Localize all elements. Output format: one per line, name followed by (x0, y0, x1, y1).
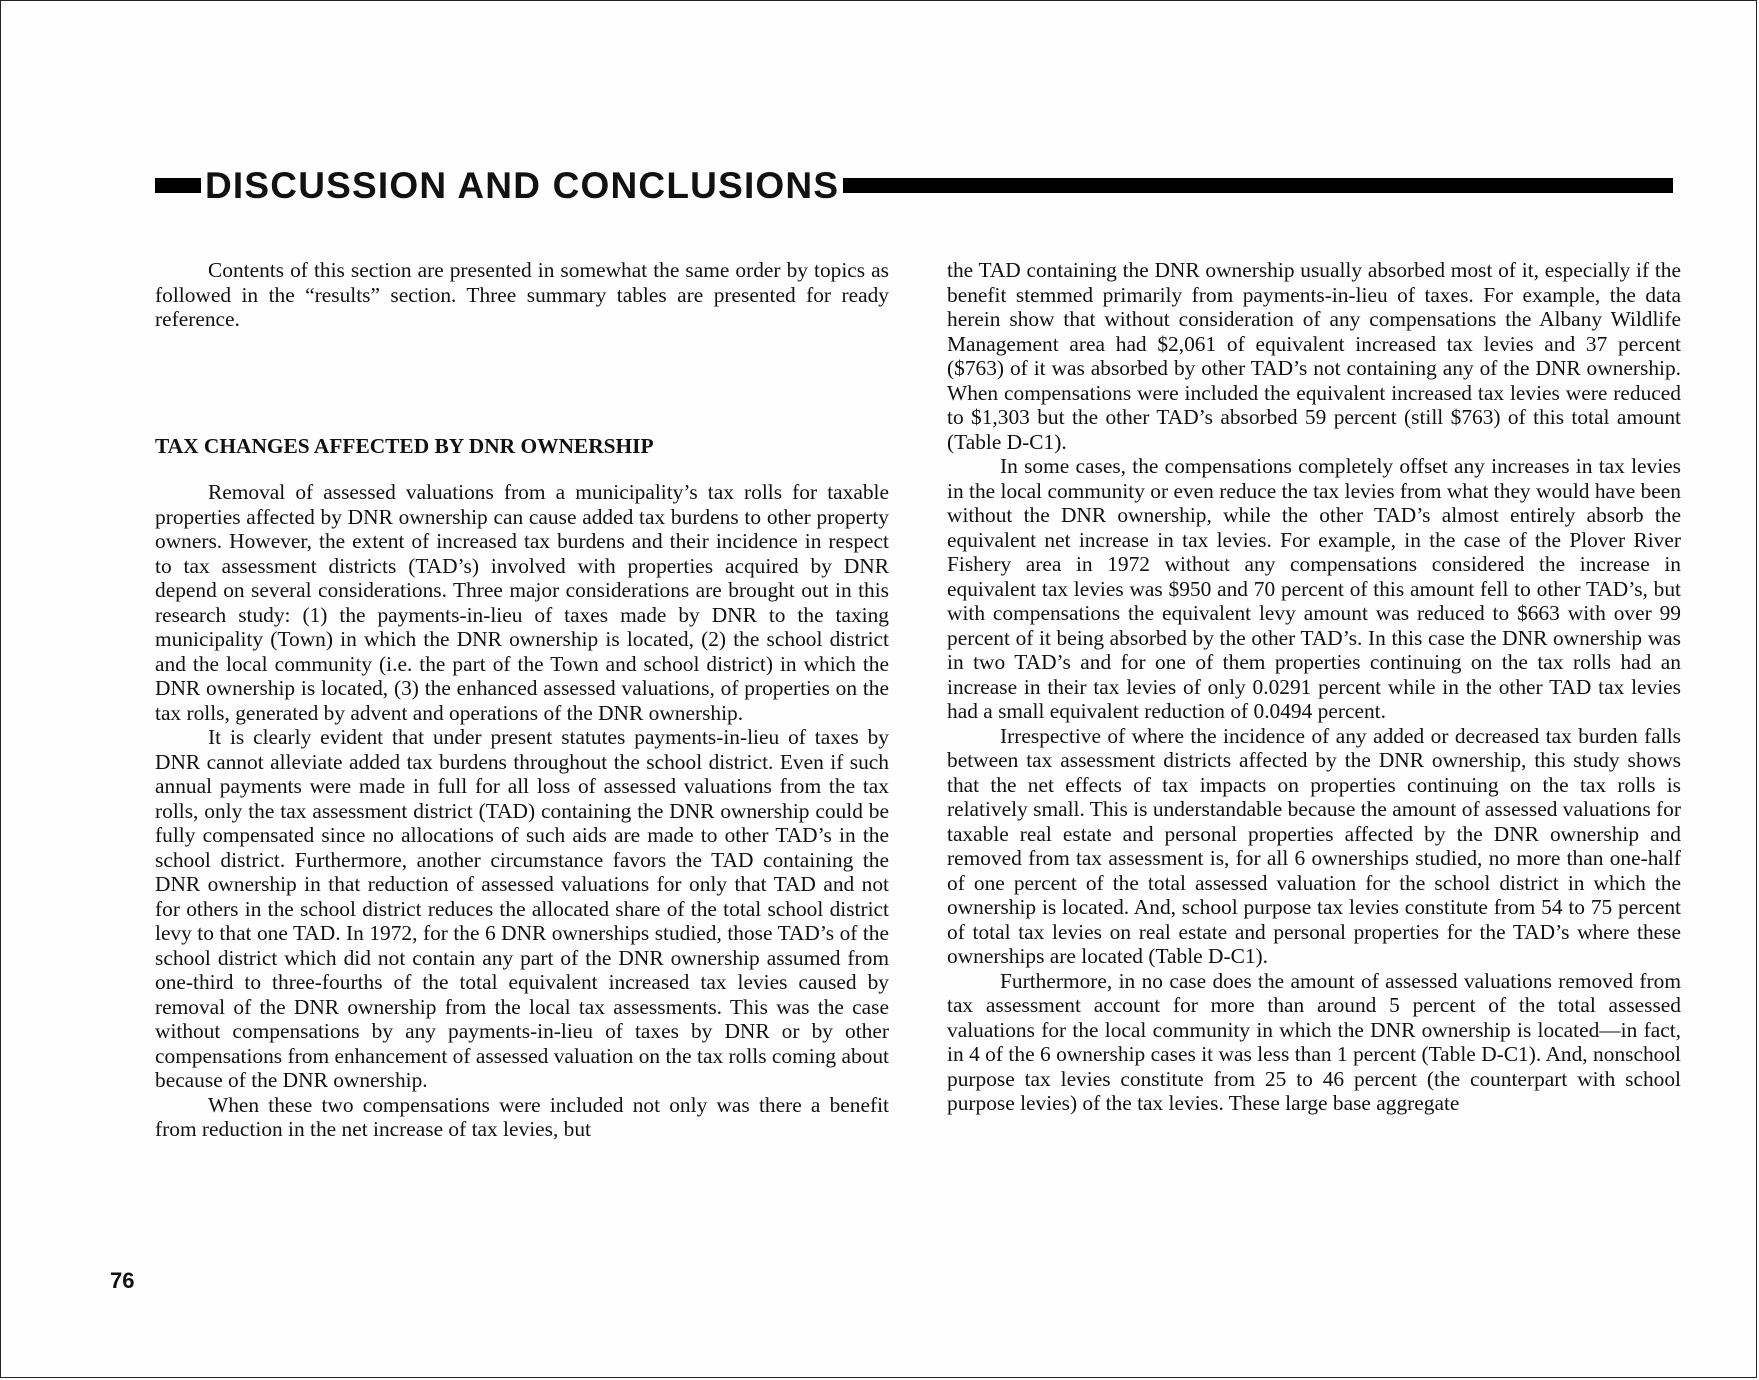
body-paragraph: When these two compensations were included not only was there a benefit from reduction in the net increase of tax levies, but (155, 1092, 889, 1141)
body-paragraph: In some cases, the compensations completely offset any increases in tax levies in the local community or even reduce the tax levies from what they would have been without the DNR ownership, while the other TAD’s almost entirely absorb the equivalent net increase in tax levies. For example, in the case of the Plover River Fishery area in 1972 without any compensations considered the increase in equivalent tax levies was $950 and 70 percent of this amount fell to other TAD’s, but with compensations the equivalent levy amount was reduced to $663 with over 99 percent of it being absorbed by the other TAD’s. In this case the DNR ownership was in two TAD’s and for one of them properties continuing on the tax rolls had an increase in their tax levies of only 0.0291 percent while in the other TAD tax levies had a small equivalent reduction of 0.0494 percent. (947, 454, 1681, 723)
section-header (155, 164, 1673, 206)
section-title: DISCUSSION AND CONCLUSIONS (205, 164, 840, 206)
body-paragraph: Furthermore, in no case does the amount of assessed valuations removed from tax assessment account for more than around 5 percent of the total assessed valuations for the local community in which the DNR ownership is located—in fact, in 4 of the 6 ownership cases it was less than 1 percent (Table D-C1). And, nonschool purpose tax levies constitute from 25 to 46 percent (the counterpart with school purpose levies) of the tax levies. These large base aggregate (947, 968, 1681, 1115)
body-paragraph: Removal of assessed valuations from a municipality’s tax rolls for taxable properties affected by DNR ownership can cause added tax burdens to other property owners. However, the extent of increased tax burdens and their incidence in respect to tax assessment districts (TAD’s) involved with properties acquired by DNR depend on several considerations. Three major considerations are brought out in this research study: (1) the payments-in-lieu of taxes made by DNR to the taxing municipality (Town) in which the DNR ownership is located, (2) the school district and the local community (i.e. the part of the Town and school district) in which the DNR ownership is located, (3) the enhanced assessed valuations, of properties on the tax rolls, generated by advent and operations of the DNR ownership. (155, 480, 889, 725)
intro-paragraph: Contents of this section are presented in somewhat the same order by topics as followed in the “results” section. Three summary tables are presented for ready reference. (155, 258, 889, 331)
page-number: 76 (110, 1268, 135, 1293)
body-paragraph: It is clearly evident that under present statutes payments-in-lieu of taxes by DNR cannot alleviate added tax burdens throughout the school district. Even if such annual payments were made in full for all loss of assessed valuations from the tax rolls, only the tax assessment district (TAD) containing the DNR ownership could be fully compensated since no allocations of such aids are made to other TAD’s in the school district. Furthermore, another circumstance favors the TAD containing the DNR ownership in that reduction of assessed valuations for only that TAD and not for others in the school district reduces the allocated share of the total school district levy to that one TAD. In 1972, for the 6 DNR ownerships studied, those TAD’s of the school district which did not contain any part of the DNR ownership assumed from one-third to three-fourths of the total equivalent increased tax levies caused by removal of the DNR ownership from the local tax assessments. This was the case without compensations by any payments-in-lieu of taxes by DNR or by other compensations from enhancement of assessed valuation on the tax rolls coming about because of the DNR ownership. (155, 725, 889, 1092)
right-column (947, 258, 1681, 1116)
body-paragraph: Irrespective of where the incidence of any added or decreased tax burden falls between tax assessment districts affected by the DNR ownership, this study shows that the net effects of tax impacts on properties continuing on the tax rolls is relatively small. This is understandable because the amount of assessed valuations for taxable real estate and personal properties affected by the DNR ownership and removed from tax assessment is, for all 6 ownerships studied, no more than one-half of one percent of the total assessed valuation for the school district in which the ownership is located. And, school purpose tax levies constitute from 54 to 75 percent of total tax levies on real estate and personal properties for the TAD’s where these ownerships are located (Table D-C1). (947, 723, 1681, 968)
header-rule-right (843, 178, 1673, 193)
continued-paragraph: the TAD containing the DNR ownership usually absorbed most of it, especially if the benefit stemmed primarily from payments-in-lieu of taxes. For example, the data herein show that without consideration of any compensations the Albany Wildlife Management area had $2,061 of equivalent increased tax levies and 37 percent ($763) of it was absorbed by other TAD’s not containing any of the DNR ownership. When compensations were included the equivalent increased tax levies were reduced to $1,303 but the other TAD’s absorbed 59 percent (still $763) of this total amount (Table D-C1). (947, 258, 1681, 454)
subheading: TAX CHANGES AFFECTED BY DNR OWNERSHIP (155, 433, 654, 458)
header-rule-left (155, 178, 201, 193)
left-column (155, 258, 889, 1142)
